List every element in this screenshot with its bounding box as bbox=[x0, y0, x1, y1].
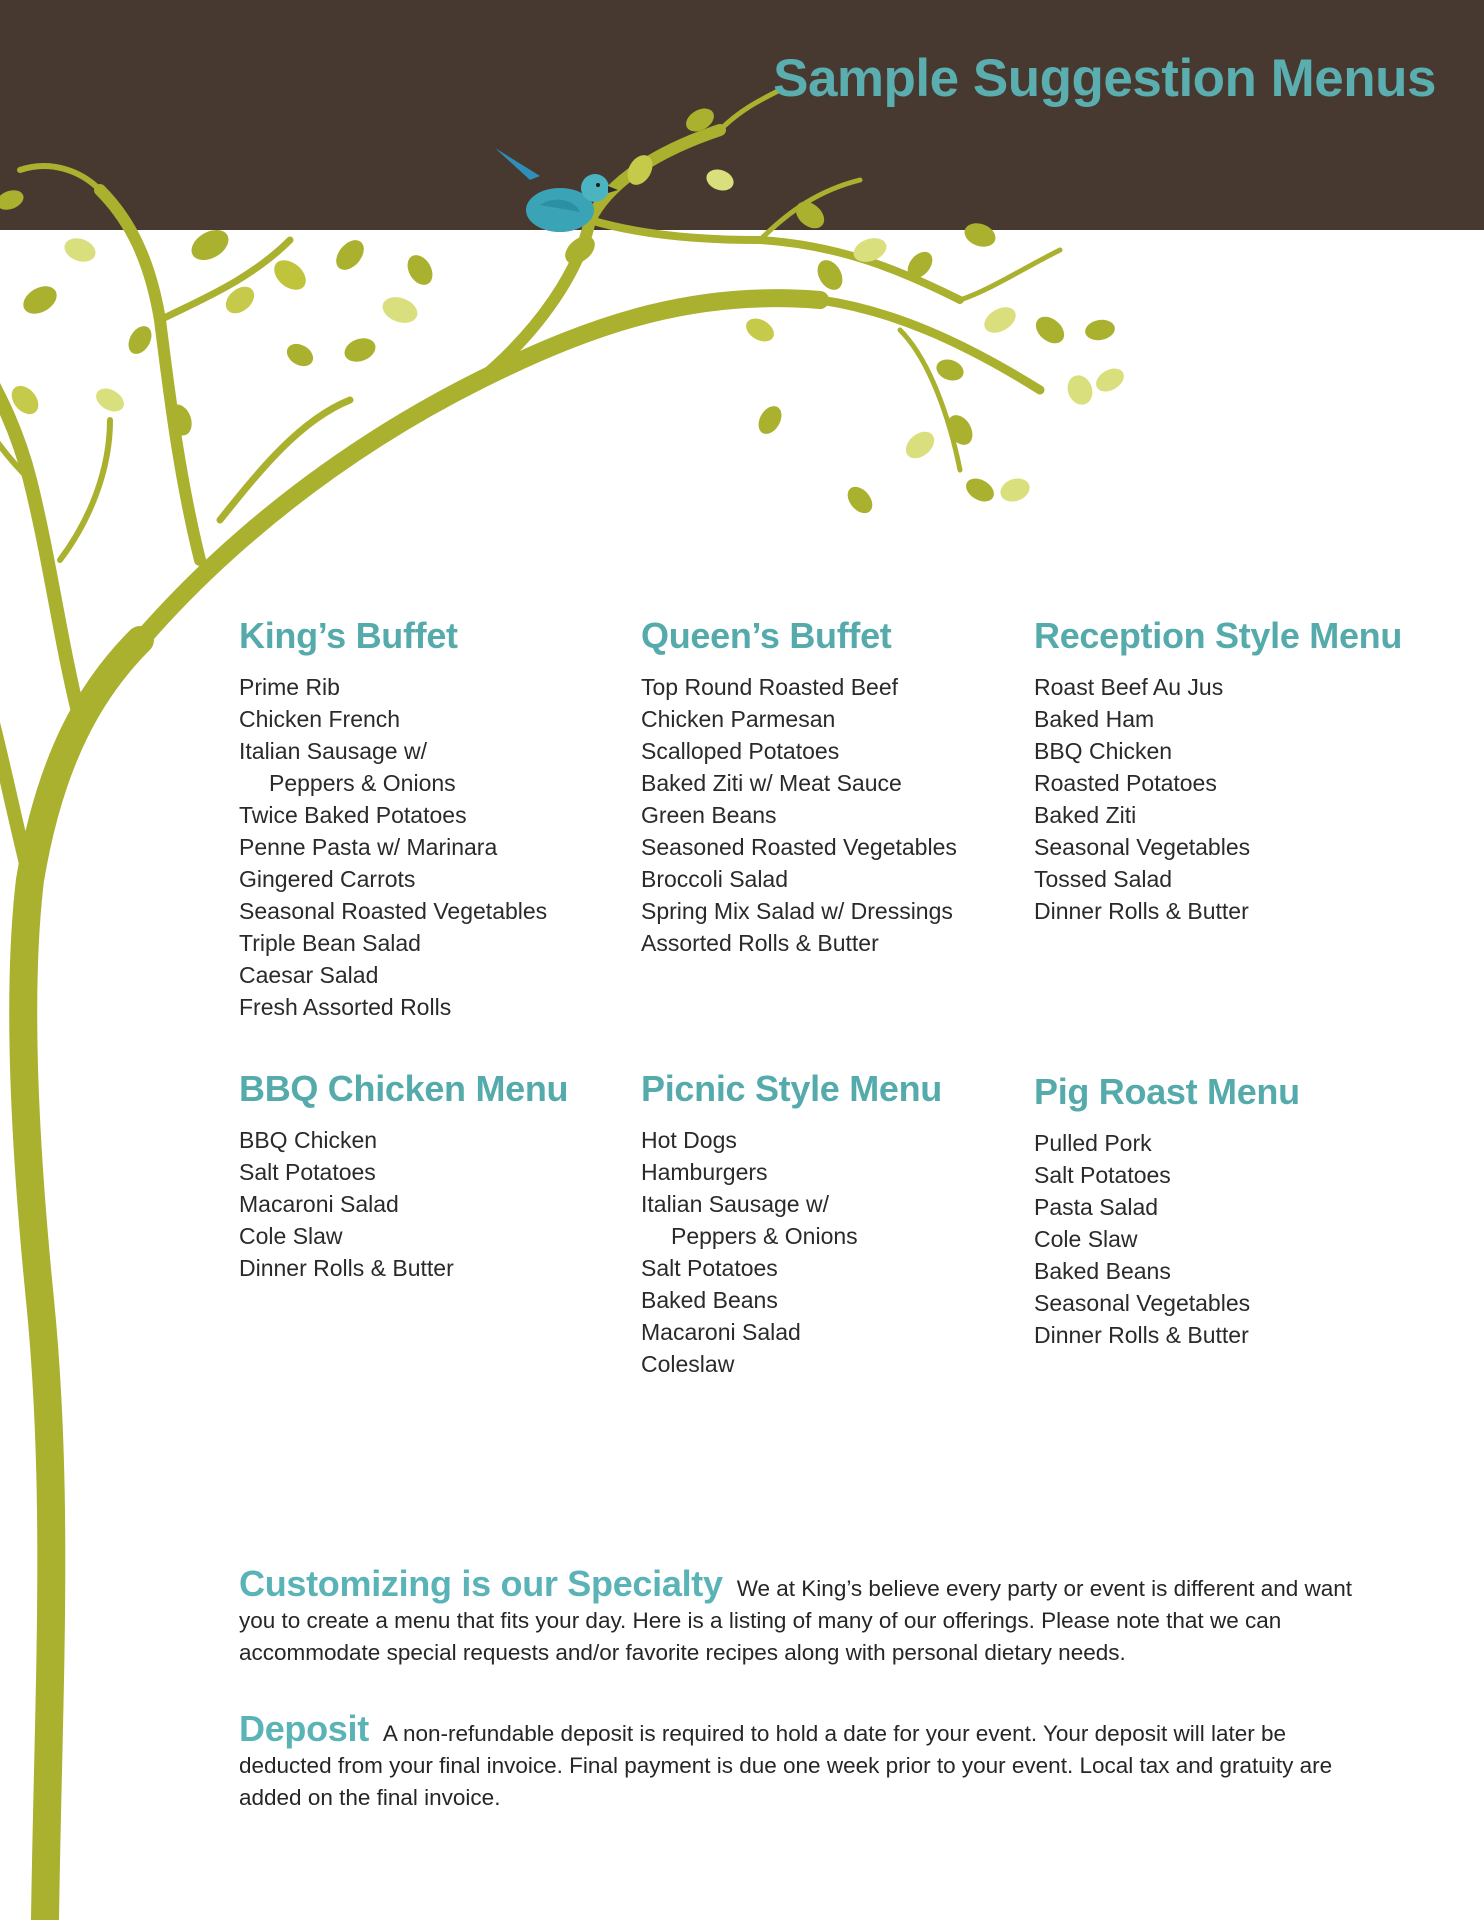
menu-item-list bbox=[239, 671, 639, 1023]
menu-item: Salt Potatoes bbox=[1034, 1162, 1171, 1188]
menu-item: Tossed Salad bbox=[1034, 866, 1173, 892]
menu-item: Chicken Parmesan bbox=[641, 706, 836, 732]
menu-item: Cole Slaw bbox=[239, 1223, 343, 1249]
menu-bbq-chicken bbox=[239, 1068, 639, 1284]
menu-reception-style bbox=[1034, 615, 1434, 927]
menu-item: Pulled Pork bbox=[1034, 1130, 1152, 1156]
menu-item: Cole Slaw bbox=[1034, 1226, 1138, 1252]
menu-item: Roasted Potatoes bbox=[1034, 770, 1217, 796]
menu-item: Seasonal Roasted Vegetables bbox=[239, 898, 548, 924]
customizing-title: Customizing is our Specialty bbox=[239, 1563, 723, 1604]
deposit-title: Deposit bbox=[239, 1708, 369, 1749]
menu-title: Queen’s Buffet bbox=[641, 615, 892, 656]
menu-item: Salt Potatoes bbox=[641, 1255, 778, 1281]
menu-item: Seasoned Roasted Vegetables bbox=[641, 834, 957, 860]
menu-item: Peppers & Onions bbox=[671, 1223, 858, 1249]
menu-item: Seasonal Vegetables bbox=[1034, 1290, 1251, 1316]
menu-queens-buffet bbox=[641, 615, 1041, 959]
menu-item: Caesar Salad bbox=[239, 962, 379, 988]
menu-item-list bbox=[641, 671, 1041, 959]
menu-item: Green Beans bbox=[641, 802, 777, 828]
menu-item-list bbox=[239, 1124, 639, 1284]
menu-pig-roast bbox=[1034, 1071, 1434, 1351]
deposit-section bbox=[239, 1708, 1359, 1814]
customizing-section bbox=[239, 1563, 1359, 1669]
menu-item: Triple Bean Salad bbox=[239, 930, 421, 956]
menu-item: Chicken French bbox=[239, 706, 401, 732]
customizing-text: We at King’s believe every party or event is different and want you to create a menu that fits your day. Here is a listing of many of our offerings. Please note that we can accommodate special requests and/or favorite recipes along with personal dietary needs. bbox=[239, 1576, 1353, 1665]
menu-item: Coleslaw bbox=[641, 1351, 735, 1377]
menu-item: Fresh Assorted Rolls bbox=[239, 994, 452, 1020]
menu-item: Baked Beans bbox=[641, 1287, 778, 1313]
menu-item: Twice Baked Potatoes bbox=[239, 802, 467, 828]
menu-item: Hot Dogs bbox=[641, 1127, 737, 1153]
menu-item: Macaroni Salad bbox=[641, 1319, 801, 1345]
menu-item: Gingered Carrots bbox=[239, 866, 416, 892]
menu-picnic-style bbox=[641, 1068, 1041, 1380]
menu-title: BBQ Chicken Menu bbox=[239, 1068, 569, 1109]
menu-item-list bbox=[1034, 1127, 1434, 1351]
menu-item: Top Round Roasted Beef bbox=[641, 674, 899, 700]
menu-item: Baked Ziti w/ Meat Sauce bbox=[641, 770, 902, 796]
menu-item: Baked Ziti bbox=[1034, 802, 1137, 828]
menu-item: Baked Beans bbox=[1034, 1258, 1171, 1284]
menu-title: Picnic Style Menu bbox=[641, 1068, 942, 1109]
menu-item: BBQ Chicken bbox=[239, 1127, 378, 1153]
menu-item: Penne Pasta w/ Marinara bbox=[239, 834, 498, 860]
page-title: Sample Suggestion Menus bbox=[773, 49, 1436, 108]
menu-item: Assorted Rolls & Butter bbox=[641, 930, 879, 956]
menu-item: Dinner Rolls & Butter bbox=[1034, 898, 1249, 924]
menu-item-list bbox=[641, 1124, 1041, 1380]
menu-title: Pig Roast Menu bbox=[1034, 1071, 1300, 1112]
deposit-text: A non-refundable deposit is required to hold a date for your event. Your deposit will later be deducted from your final invoice. Final payment is due one week prior to your event. Local tax and gratuity are added on the final invoice. bbox=[239, 1721, 1333, 1810]
menu-item: Scalloped Potatoes bbox=[641, 738, 840, 764]
menu-item: Salt Potatoes bbox=[239, 1159, 376, 1185]
menu-item: Dinner Rolls & Butter bbox=[1034, 1322, 1249, 1348]
menu-item: Prime Rib bbox=[239, 674, 340, 700]
menu-item: Macaroni Salad bbox=[239, 1191, 399, 1217]
customizing-paragraph bbox=[239, 1563, 1359, 1669]
menu-title: Reception Style Menu bbox=[1034, 615, 1403, 656]
menu-item: Roast Beef Au Jus bbox=[1034, 674, 1224, 700]
menu-item: BBQ Chicken bbox=[1034, 738, 1173, 764]
menu-item-list bbox=[1034, 671, 1434, 927]
menu-item: Italian Sausage w/ bbox=[641, 1191, 829, 1217]
menu-item: Broccoli Salad bbox=[641, 866, 789, 892]
menu-item: Italian Sausage w/ bbox=[239, 738, 427, 764]
menu-item: Baked Ham bbox=[1034, 706, 1155, 732]
menu-item: Dinner Rolls & Butter bbox=[239, 1255, 454, 1281]
menu-kings-buffet bbox=[239, 615, 639, 1023]
menu-item: Hamburgers bbox=[641, 1159, 768, 1185]
menu-title: King’s Buffet bbox=[239, 615, 458, 656]
deposit-paragraph bbox=[239, 1708, 1359, 1814]
menu-item: Spring Mix Salad w/ Dressings bbox=[641, 898, 953, 924]
menu-item: Pasta Salad bbox=[1034, 1194, 1159, 1220]
menu-item: Seasonal Vegetables bbox=[1034, 834, 1251, 860]
menu-item: Peppers & Onions bbox=[269, 770, 456, 796]
